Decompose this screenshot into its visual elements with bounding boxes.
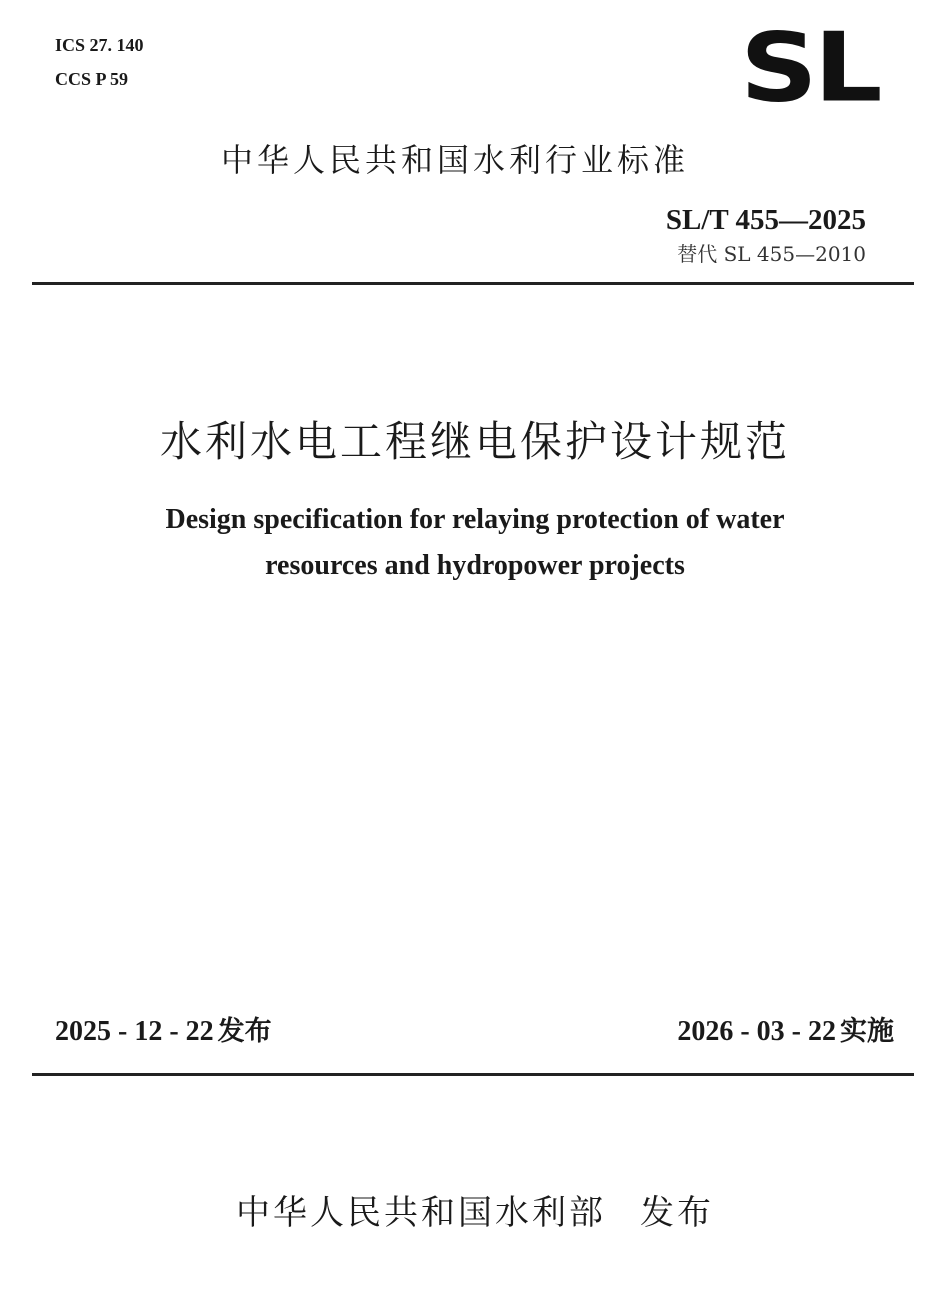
publisher-action: 发布 [640,1193,714,1233]
industry-standard-heading: 中华人民共和国水利行业标准 [220,141,689,179]
ccs-code: CCS P 59 [55,69,129,89]
issue-label: 发布 [217,1016,272,1047]
publisher-name: 中华人民共和国水利部 [236,1193,606,1233]
effective-date: 2026 - 03 - 22 [677,1016,836,1047]
effective-date-block [677,1012,894,1052]
issue-date: 2025 - 12 - 22 [55,1016,214,1047]
replaces-standard: 替代 SL 455—2010 [677,242,866,266]
sl-logo: SL [740,13,879,124]
ics-code: ICS 27. 140 [55,35,144,55]
bottom-divider [32,1073,914,1076]
document-title-english-line1: Design specification for relaying protection of water [165,504,785,535]
top-divider [32,282,914,285]
standard-number: SL/T 455—2025 [665,204,866,236]
effective-label: 实施 [840,1016,894,1047]
document-title-chinese: 水利水电工程继电保护设计规范 [159,417,790,466]
issue-date-block [55,1012,272,1052]
document-title-english-line2: resources and hydropower projects [265,550,685,581]
publisher-line [0,1188,950,1238]
